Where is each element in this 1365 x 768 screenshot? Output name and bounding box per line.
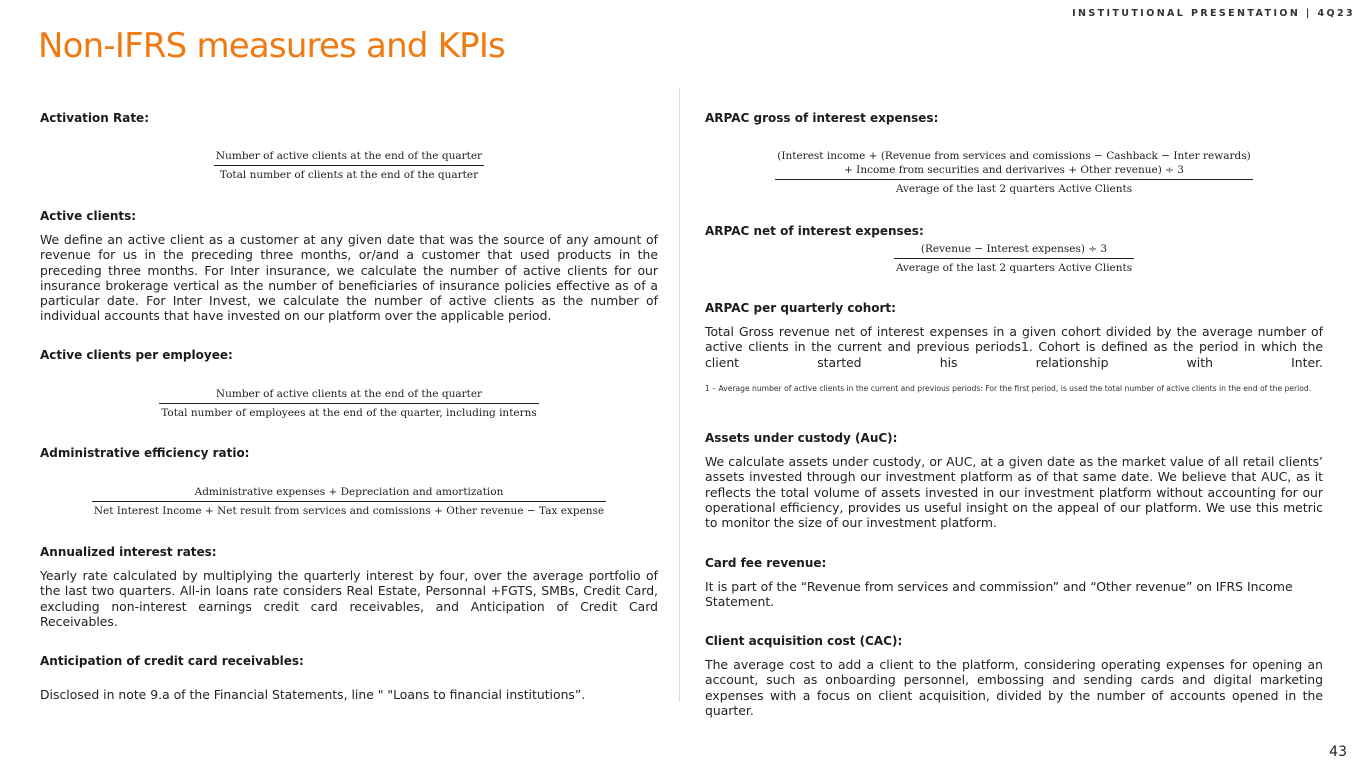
arpac-net-heading: ARPAC net of interest expenses: [705,224,924,238]
anticipation-text: Disclosed in note 9.a of the Financial Statements, line " "Loans to financial institutions”. [40,687,586,702]
cac-section [705,633,1323,718]
cac-heading: Client acquisition cost (CAC): [705,634,903,648]
active-clients-heading: Active clients: [40,209,137,223]
formula-denominator: Average of the last 2 quarters Active Clients [895,183,1133,195]
active-clients-per-employee-section [40,347,658,363]
auc-text: We calculate assets under custody, or AUC, at a given date as the market value of all retail clients’ assets invested through our investment platform as of that same date. We believe that AUC, as it reflects the total volume of assets invested in our investment platform without accounting for our operational efficiency, provides us useful insight on the appeal of our platform. We use this metric to monitor the size of our investment platform. [705,454,1323,531]
activation-rate-section [40,110,658,126]
active-clients-text: We define an active client as a customer at any given date that was the source of any amount of revenue for us in the preceding three months, or/and a customer that used products in the preceding three months. For Inter insurance, we calculate the number of active clients for our insurance brokerage vertical as the number of beneficiaries of insurance policies effective as of a particular date. For Inter Invest, we calculate the number of active clients as the number of individual accounts that have invested on our platform over the applicable period. [40,232,658,324]
column-divider [679,88,680,702]
formula-numerator: (Revenue − Interest expenses) ÷ 3 [894,242,1134,259]
formula-numerator: Administrative expenses + Depreciation and amortization [92,485,606,502]
arpac-cohort-footnote-block [705,384,1323,395]
annualized-rates-text: Yearly rate calculated by multiplying the quarterly interest by four, over the average portfolio of the last two quarters. All-in loans rate considers Real Estate, Personnal +FGTS, SMBs, Credit Card, excluding non-interest earnings credit card receivables, and Anticipation of Credit Card Receivables. [40,568,658,629]
fraction [775,149,1253,196]
card-fee-heading: Card fee revenue: [705,556,827,570]
arpac-cohort-heading: ARPAC per quarterly cohort: [705,301,896,315]
formula-numerator: Number of active clients at the end of the quarter [159,387,539,404]
admin-efficiency-formula [40,485,658,518]
active-clients-per-employee-heading: Active clients per employee: [40,348,233,362]
card-fee-section [705,555,1323,610]
formula-denominator: Net Interest Income + Net result from services and comissions + Other revenue − Tax expense [93,505,605,517]
card-fee-text: It is part of the “Revenue from services and commission” and “Other revenue” on IFRS Income Statement. [705,579,1293,610]
formula-denominator: Average of the last 2 quarters Active Clients [895,262,1133,274]
fraction [894,242,1134,275]
auc-section [705,430,1323,530]
anticipation-section [40,653,658,702]
formula-numerator [775,149,1253,180]
fraction [214,149,484,182]
active-clients-section [40,208,658,324]
annualized-rates-section [40,544,658,629]
admin-efficiency-heading: Administrative efficiency ratio: [40,446,250,460]
arpac-cohort-text: Total Gross revenue net of interest expenses in a given cohort divided by the average number of active clients in the current and previous periods1. Cohort is defined as the period in which the client started his relationship with Inter. [705,324,1323,370]
page-title: Non-IFRS measures and KPIs [38,26,505,66]
arpac-gross-section [705,110,1323,126]
formula-numerator-line-1: (Interest income + (Revenue from services and comissions − Cashback − Inter rewards) [777,150,1251,162]
annualized-rates-heading: Annualized interest rates: [40,545,217,559]
fraction [159,387,539,420]
activation-rate-formula [40,149,658,182]
left-column [40,0,658,768]
arpac-cohort-footnote: 1 – Average number of active clients in the current and previous periods: For the first period, is used the total number of active clients in the end of the period. [705,384,1312,393]
cac-text: The average cost to add a client to the platform, considering operating expenses for opening an account, such as onboarding personnel, embossing and sending cards and digital marketing expenses with a focus on client acquisition, divided by the number of accounts opened in the quarter. [705,657,1323,718]
activation-rate-heading: Activation Rate: [40,111,149,125]
auc-heading: Assets under custody (AuC): [705,431,898,445]
arpac-cohort-section [705,300,1323,370]
formula-numerator: Number of active clients at the end of the quarter [214,149,484,166]
presentation-tag: INSTITUTIONAL PRESENTATION | 4Q23 [1072,8,1355,19]
page-number: 43 [1329,744,1347,760]
formula-numerator-line-2: + Income from securities and derivarives + Other revenue) ÷ 3 [844,164,1184,176]
anticipation-heading: Anticipation of credit card receivables: [40,654,304,668]
formula-denominator: Total number of employees at the end of the quarter, including interns [161,407,537,419]
admin-efficiency-section [40,445,658,461]
fraction [92,485,606,518]
active-clients-per-employee-formula [40,387,658,420]
right-column [705,0,1323,768]
arpac-net-formula [705,242,1323,275]
formula-denominator: Total number of clients at the end of the quarter [219,169,479,181]
arpac-gross-formula [705,149,1323,196]
arpac-net-section [705,223,1323,239]
arpac-gross-heading: ARPAC gross of interest expenses: [705,111,939,125]
